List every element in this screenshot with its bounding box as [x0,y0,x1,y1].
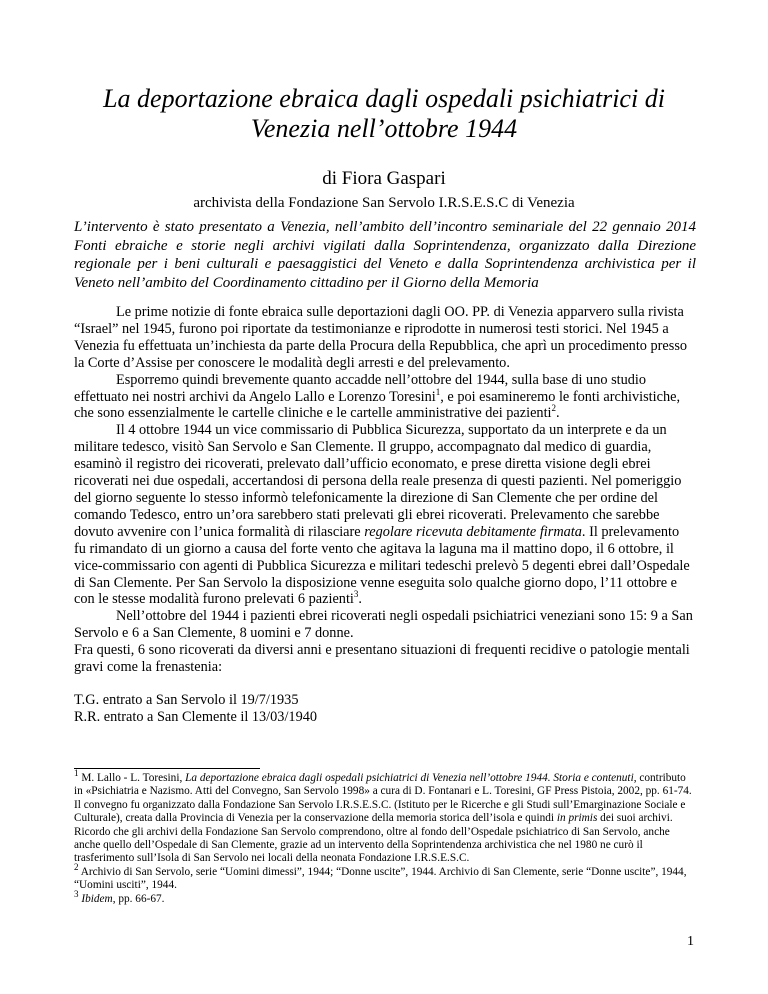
title-line-2: Venezia nell’ottobre 1944 [250,114,518,143]
footnote-1-marker: 1 [74,768,79,779]
abstract-event-title: Fonti ebraiche e storie negli archivi vigilati dalla Soprintendenza [74,237,507,254]
footnote-2-marker: 2 [74,862,79,873]
paragraph-1: Le prime notizie di fonte ebraica sulle deportazioni dagli OO. PP. di Venezia apparvero sulla rivista “Israel” nel 1945, furono poi riportate da testimonianze e riprodotte in numerosi testi storici. Nel 1945 a Venezia fu effettuata un’inchiesta da parte della Procura della Repubblica, che aprì un procedimento presso la Corte d’Assise per conoscere le modalità degli arresti e del prelevamento. [74,304,688,371]
footnotes [74,768,696,906]
footnote-1-italic-latin: in primis [556,812,598,825]
footnote-3-marker: 3 [74,888,79,899]
paragraph-3-text-c: . Il prelevamento fu rimandato di un giorno a causa del forte vento che agitava la laguna ma il mattino dopo, il 6 ottobre, il vice-commissario con agenti di Pubblica Sicurezza e militari tedeschi prelevò 5 degenti ebrei dall’Ospedale di San Clemente. Per San Servolo la disposizione venne eseguita solo qualche giorno dopo, l’11 ottobre e con le stesse modalità furono prelevati 6 pazienti [74,523,690,608]
paragraph-5: Fra questi, 6 sono ricoverati da diversi anni e presentano situazioni di frequenti recidive o patologie mentali gravi come la frenastenia: [74,642,690,676]
footnote-3-text: , pp. 66-67. [112,892,165,905]
footnote-ref-3[interactable]: 3 [353,589,359,600]
spacer [74,676,694,692]
footnote-1 [74,768,696,866]
body-text [74,304,694,726]
author: di Fiora Gaspari [322,168,446,189]
footnote-1-italic-title: La deportazione ebraica dagli ospedali psichiatrici di Venezia nell’ottobre 1944. Storia e contenuti [185,772,634,784]
abstract-text-c: , organizzato dalla Direzione regionale per i beni culturali e paesaggistici del Veneto e dalla Soprintendenza archivistica per il Veneto nell’ambito del Coordinamento cittadino per il Giorno della Memoria [74,237,696,291]
footnote-ref-2[interactable]: 2 [551,403,557,414]
footnote-1-text-a: M. Lallo - L. Toresini, [78,772,186,784]
abstract [74,218,696,292]
paragraph-2-text-c: . [556,405,560,422]
paragraph-3-italic: regolare ricevuta debitamente firmata [364,523,582,540]
patient-entry-2: R.R. entrato a San Clemente il 13/03/1940 [74,708,318,725]
author-affiliation: archivista della Fondazione San Servolo I.R.S.E.S.C di Venezia [193,195,575,211]
page-title [80,84,688,144]
footnote-3-italic: Ibidem [81,892,113,905]
paragraph-4: Nell’ottobre del 1944 i pazienti ebrei ricoverati negli ospedali psichiatrici veneziani sono 15: 9 a San Servolo e 6 a San Clemente, 8 uomini e 7 donne. [74,608,693,642]
paragraph-3-text-d: . [358,591,362,608]
paragraph-2 [74,372,694,423]
paragraph-3 [74,422,694,608]
footnote-3 [74,888,696,906]
footnote-1-text-e: dei suoi archivi. Ricordo che gli archivi della Fondazione San Servolo comprendono, oltre al fondo dell’Ospedale psichiatrico di San Servolo, anche anche quello dell’Ospedale di San Clemente, grazie ad un intervento della Soprintendenza archivistica che nel 1980 ne curò il trasferimento sull’Isola di San Servolo nei locali della neonata Fondazione I.R.S.E.S.C. [74,812,673,865]
footnote-1-text-c: , contributo in «Psichiatria e Nazismo. Atti del Convegno, San Servolo 1998» a cura di D. Fontanari e L. Toresini, GF Press Pistoia, 2002, pp. 61-74. Il convegno fu organizzato dalla Fondazione San Servolo I.R.S.E.S.C. (Istituto per le Ricerche e gli Studi sull’Emarginazione Sociale e Culturale), creata dalla Provincia di Venezia per la conservazione della memoria storica dell’isola e quindi [74,772,692,825]
abstract-text-a: L’intervento è stato presentato a Venezia, nell’ambito dell’incontro seminariale del 22 gennaio 2014 [74,219,696,235]
footnote-separator [74,768,260,769]
paragraph-2-text-b: , e poi esamineremo le fonti archivistiche, che sono essenzialmente le cartelle cliniche e le cartelle amministrative dei pazienti [74,388,681,422]
paragraph-3-text-a: Il 4 ottobre 1944 un vice commissario di Pubblica Sicurezza, supportato da un interprete e da un militare tedesco, visitò San Servolo e San Clemente. Il gruppo, accompagnato dal medico di guardia, esaminò il registro dei ricoverati, prelevato dall’ufficio economato, e prese diretta visione degli ebrei ricoverati nei due ospedali, accertandosi di persona della reale presenza di questi pazienti. Nel pomeriggio del giorno seguente lo stesso informò telefonicamente la direzione di San Clemente che per ordine del comando Tedesco, entro un’ora sarebbero stati prelevati gli ebrei ricoverati. Prelevamento che sarebbe dovuto avvenire con l’unica formalità di rilasciare [74,422,682,540]
page-number: 1 [687,934,694,949]
title-line-1: La deportazione ebraica dagli ospedali psichiatrici di [103,84,665,113]
abstract-paragraph [74,218,696,292]
footnote-ref-1[interactable]: 1 [435,386,441,397]
footnote-2 [74,862,696,893]
patient-entry-1: T.G. entrato a San Servolo il 19/7/1935 [74,691,299,708]
paragraph-2-text-a: Esporremo quindi brevemente quanto accadde nell’ottobre del 1944, sulla base di uno studio effettuato nei nostri archivi da Angelo Lallo e Lorenzo Toresini [74,371,647,405]
footnote-2-text: Archivio di San Servolo, serie “Uomini dimessi”, 1944; “Donne uscite”, 1944. Archivio di San Clemente, serie “Donne uscite”, 1944, “Uomini usciti”, 1944. [74,865,687,892]
